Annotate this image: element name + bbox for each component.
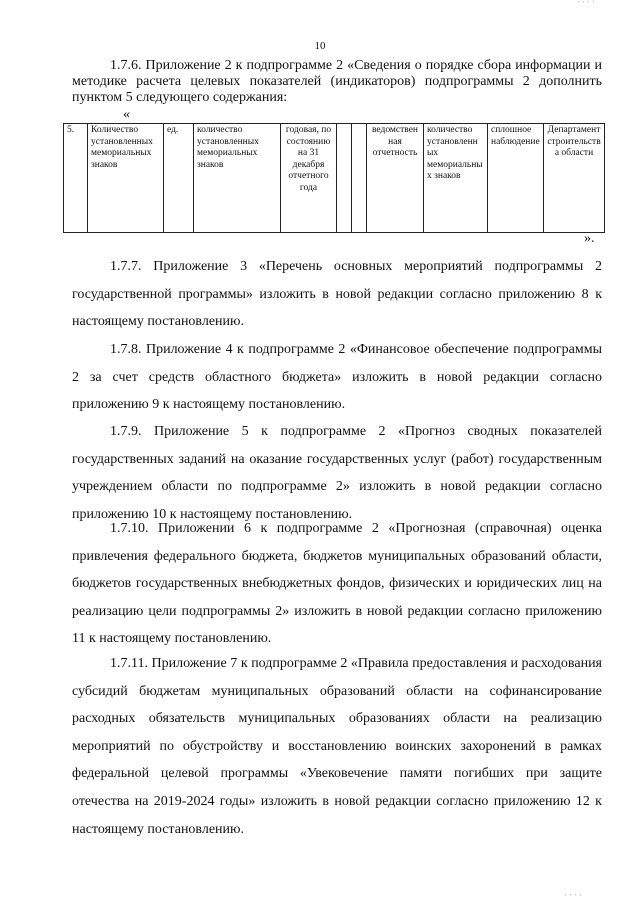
scan-edge-mark: ' ' ' ' xyxy=(565,893,583,901)
inserted-indicator-table xyxy=(63,123,605,233)
definition-cell: количество установленных мемориальных знаков xyxy=(194,124,281,233)
method-cell: ведомственная отчетность xyxy=(367,124,424,233)
scan-edge-mark: ' ' ' ' xyxy=(578,0,596,8)
page-number: 10 xyxy=(314,40,326,52)
periodicity-cell: годовая, по состоянию на 31 декабря отчетного года xyxy=(281,124,337,233)
indicator-name-cell: Количество установленных мемориальных знаков xyxy=(88,124,164,233)
basic-indicator-cell: количество установленных мемориальных знаков xyxy=(424,124,488,233)
row-number-cell: 5. xyxy=(64,124,88,233)
paragraph-1-7-10: 1.7.10. Приложении 6 к подпрограмме 2 «Прогнозная (справочная) оценка привлечения федерального бюджета, бюджетов муниципальных образований области, бюджетов государственных внебюджетных фондов, физических и юридических лиц на реализацию цели подпрограммы 2» изложить в новой редакции согласно приложению 11 к настоящему постановлению. xyxy=(72,521,602,647)
observation-cell: сплошное наблюдение xyxy=(488,124,544,233)
table-row xyxy=(64,124,605,233)
table-open-quote: « xyxy=(123,107,130,122)
empty-cell xyxy=(337,124,352,233)
intro-paragraph: 1.7.6. Приложение 2 к подпрограмме 2 «Сведения о порядке сбора информации и методике расчета целевых показателей (индикаторов) подпрограммы 2 дополнить пунктом 5 следующего содержания: xyxy=(72,58,602,105)
unit-cell: ед. xyxy=(164,124,194,233)
paragraph-1-7-8: 1.7.8. Приложение 4 к подпрограмме 2 «Финансовое обеспечение подпрограммы 2 за счет средств областного бюджета» изложить в новой редакции согласно приложению 9 к настоящему постановлению. xyxy=(72,342,602,413)
paragraph-1-7-11: 1.7.11. Приложение 7 к подпрограмме 2 «Правила предоставления и расходования субсидий бюджетам муниципальных образований области на софинансирование расходных обязательств муниципальных образованиях области на реализацию мероприятий по обустройству и восстановлению воинских захоронений в рамках федеральной целевой программы «Увековечение памяти погибших при защите отечества на 2019-2024 годы» изложить в новой редакции согласно приложению 12 к настоящему постановлению. xyxy=(72,656,602,837)
responsible-cell: Департамент строительства области xyxy=(544,124,605,233)
paragraph-1-7-7: 1.7.7. Приложение 3 «Перечень основных мероприятий подпрограммы 2 государственной программы» изложить в новой редакции согласно приложению 8 к настоящему постановлению. xyxy=(72,259,602,330)
paragraph-1-7-9: 1.7.9. Приложение 5 к подпрограмме 2 «Прогноз сводных показателей государственных заданий на оказание государственных услуг (работ) государственным учреждением области по подпрограмме 2» изложить в новой редакции согласно приложению 10 к настоящему постановлению. xyxy=(72,424,602,522)
empty-cell xyxy=(352,124,367,233)
table-close-quote: ». xyxy=(584,231,595,246)
